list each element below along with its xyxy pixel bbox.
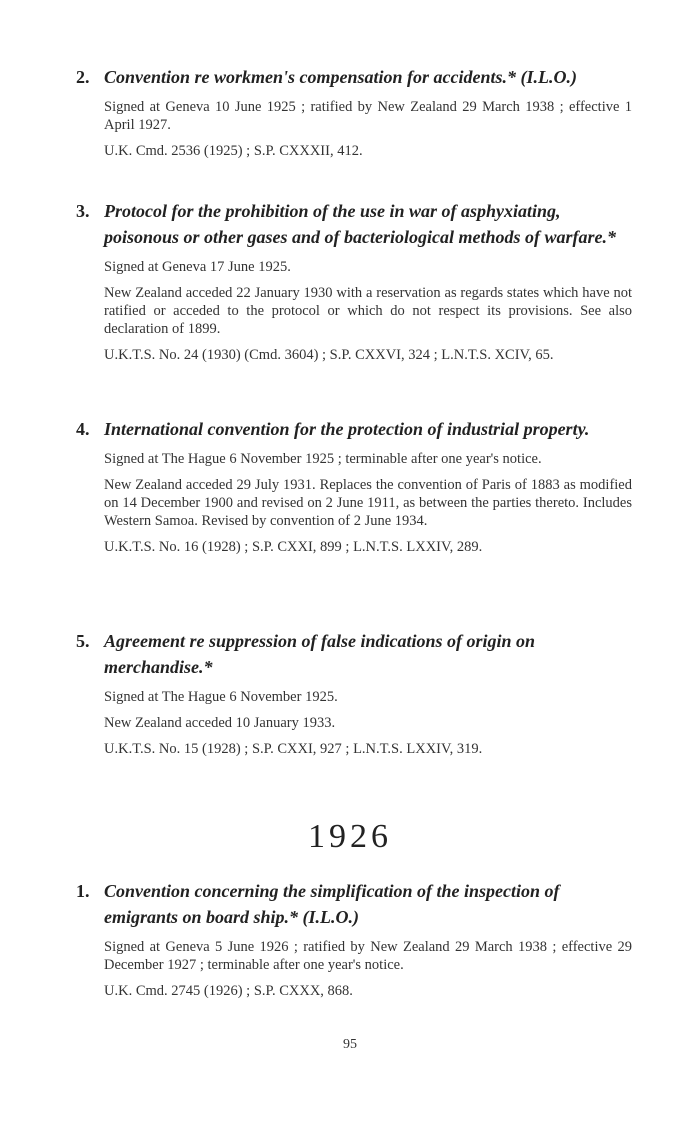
- entry-paragraph: Signed at Geneva 10 June 1925 ; ratified by New Zealand 29 March 1938 ; effective 1 April 1927.: [104, 99, 632, 133]
- treaty-entry: [76, 198, 632, 372]
- entry-number: 2.: [76, 67, 90, 87]
- treaty-entry: [76, 64, 632, 168]
- year-heading: 1926: [308, 818, 392, 855]
- entry-title: International convention for the protection of industrial property.: [104, 419, 590, 439]
- entry-heading: [76, 878, 632, 930]
- entry-paragraph: New Zealand acceded 29 July 1931. Replaces the convention of Paris of 1883 as modified on 14 December 1900 and revised on 2 June 1911, as between the parties thereto. Includes Western Samoa. Revised by convention of 2 June 1934.: [104, 477, 632, 529]
- entry-title: Agreement re suppression of false indications of origin on merchandise.*: [104, 631, 536, 677]
- treaty-entry: [76, 878, 632, 1008]
- entry-reference: U.K.T.S. No. 16 (1928) ; S.P. CXXI, 899 ; L.N.T.S. LXXIV, 289.: [104, 539, 483, 555]
- entry-title: Convention re workmen's compensation for accidents.* (I.L.O.): [104, 67, 578, 87]
- entry-heading: [76, 416, 632, 442]
- entry-paragraph: Signed at Geneva 17 June 1925.: [104, 259, 291, 275]
- page-number: 95: [343, 1037, 357, 1052]
- entry-heading: [76, 64, 632, 90]
- entry-title: Protocol for the prohibition of the use in war of asphyxiating, poisonous or other gases and of bacteriological methods of warfare.*: [104, 201, 617, 247]
- entry-reference: U.K. Cmd. 2536 (1925) ; S.P. CXXXII, 412.: [104, 143, 363, 159]
- treaty-entry: [76, 416, 632, 564]
- entry-number: 3.: [76, 201, 90, 221]
- entry-reference: U.K.T.S. No. 15 (1928) ; S.P. CXXI, 927 ; L.N.T.S. LXXIV, 319.: [104, 741, 483, 757]
- entry-paragraph: New Zealand acceded 10 January 1933.: [104, 715, 336, 731]
- treaty-entry: [76, 628, 632, 766]
- entry-paragraph: Signed at Geneva 5 June 1926 ; ratified by New Zealand 29 March 1938 ; effective 29 December 1927 ; terminable after one year's notice.: [104, 939, 632, 973]
- entry-paragraph: New Zealand acceded 22 January 1930 with a reservation as regards states which have not ratified or acceded to the protocol or which do not respect its provisions. See also declaration of 1899.: [104, 285, 632, 337]
- entry-reference: U.K. Cmd. 2745 (1926) ; S.P. CXXX, 868.: [104, 983, 353, 999]
- entry-paragraph: Signed at The Hague 6 November 1925.: [104, 689, 338, 705]
- entry-heading: [76, 628, 632, 680]
- entry-paragraph: Signed at The Hague 6 November 1925 ; terminable after one year's notice.: [104, 451, 542, 467]
- entry-title: Convention concerning the simplification of the inspection of emigrants on board ship.* (I.L.O.): [104, 881, 560, 927]
- entry-reference: U.K.T.S. No. 24 (1930) (Cmd. 3604) ; S.P. CXXVI, 324 ; L.N.T.S. XCIV, 65.: [104, 347, 554, 363]
- entry-number: 4.: [76, 419, 90, 439]
- entry-number: 5.: [76, 631, 90, 651]
- entry-heading: [76, 198, 632, 250]
- entry-number: 1.: [76, 881, 90, 901]
